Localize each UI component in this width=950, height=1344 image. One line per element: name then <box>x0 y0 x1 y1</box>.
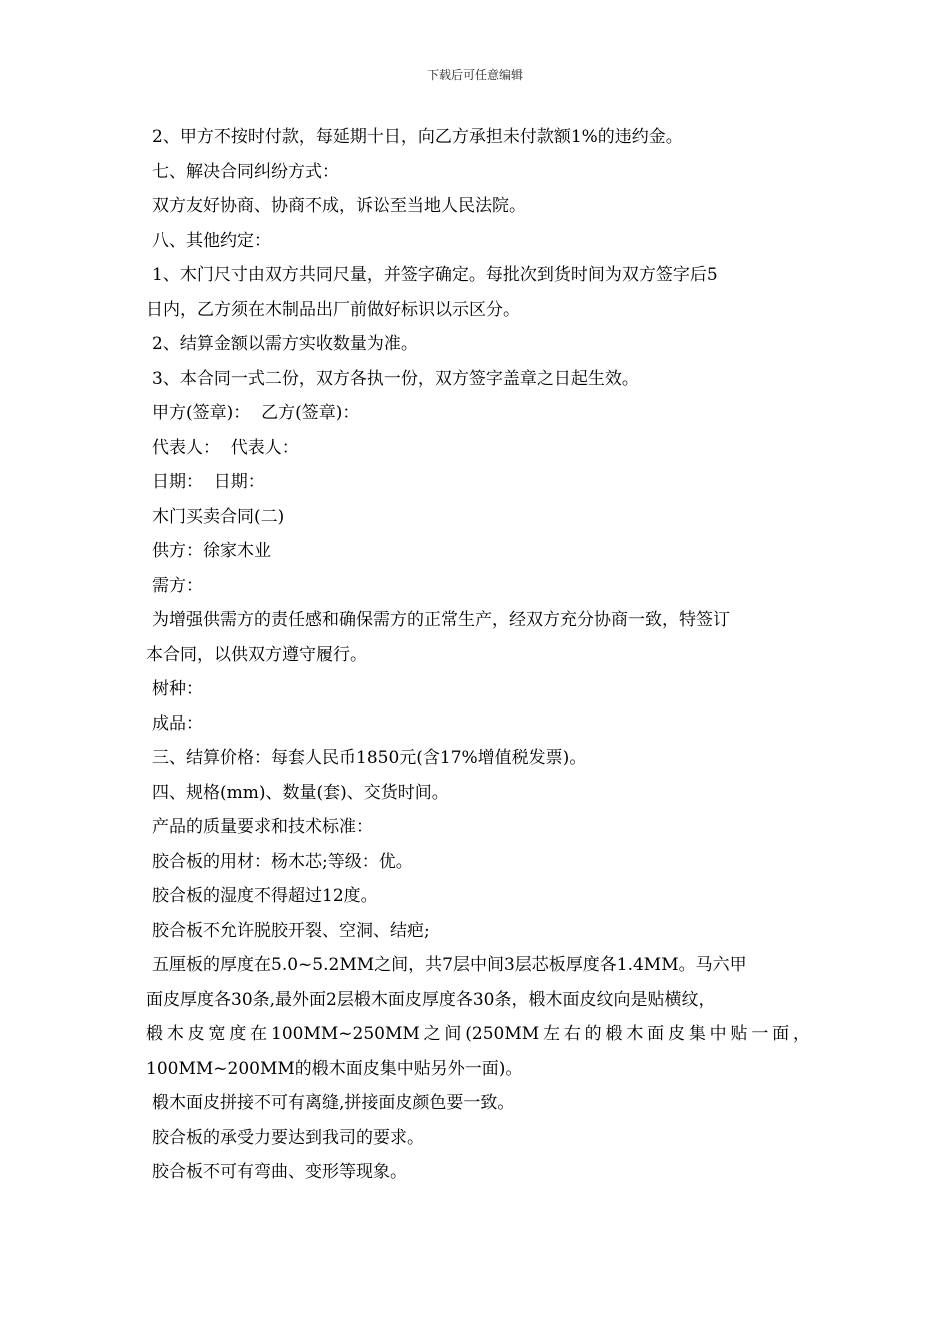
paragraph-line: 本合同，以供双方遵守履行。 <box>146 644 367 665</box>
contract-title: 木门买卖合同(二) <box>152 506 285 527</box>
paragraph-line: 1、木门尺寸由双方共同尺量，并签字确定。每批次到货时间为双方签字后5 <box>152 265 718 285</box>
price-line: 三、结算价格：每套人民币1850元(含17%增值税发票)。 <box>152 748 587 768</box>
paragraph-line: 胶合板的用材：杨木芯;等级：优。 <box>152 851 413 872</box>
date-line: 日期： 日期： <box>152 472 265 492</box>
supplier-line: 供方：徐家木业 <box>152 541 271 561</box>
representative-line: 代表人： 代表人： <box>152 437 299 458</box>
signature-line: 甲方(签章)： 乙方(签章)： <box>152 403 360 423</box>
section-heading: 七、解决合同纠纷方式： <box>152 161 339 182</box>
paragraph-line: 2、结算金额以需方实收数量为准。 <box>152 334 418 354</box>
product-line: 成品： <box>152 713 203 734</box>
paragraph-line: 日内，乙方须在木制品出厂前做好标识以示区分。 <box>146 299 520 320</box>
paragraph-line: 椴木皮宽度在100MM~250MM之间(250MM左右的椴木面皮集中贴一面， <box>146 1024 810 1044</box>
section-heading: 八、其他约定： <box>152 230 271 251</box>
paragraph-line: 椴木面皮拼接不可有离缝,拼接面皮颜色要一致。 <box>152 1093 515 1113</box>
wood-species-line: 树种： <box>152 679 203 699</box>
paragraph-line: 100MM~200MM的椴木面皮集中贴另外一面)。 <box>146 1058 523 1079</box>
paragraph-line: 胶合板不可有弯曲、变形等现象。 <box>152 1162 407 1182</box>
buyer-line: 需方： <box>152 575 203 596</box>
header-note: 下载后可任意编辑 <box>426 68 523 82</box>
paragraph-line: 双方友好协商、协商不成，诉讼至当地人民法院。 <box>152 196 526 216</box>
document-body <box>146 120 810 1190</box>
paragraph-line: 胶合板的承受力要达到我司的要求。 <box>152 1127 424 1148</box>
paragraph-line: 2、甲方不按时付款，每延期十日，向乙方承担未付款额1%的违约金。 <box>152 127 683 147</box>
section-heading: 产品的质量要求和技术标准： <box>152 817 373 837</box>
paragraph-line: 面皮厚度各30条,最外面2层椴木面皮厚度各30条，椴木面皮纹向是贴横纹， <box>146 989 716 1010</box>
paragraph-line: 胶合板的湿度不得超过12度。 <box>152 886 378 906</box>
paragraph-line: 为增强供需方的责任感和确保需方的正常生产，经双方充分协商一致，特签订 <box>152 610 730 630</box>
paragraph-line: 胶合板不允许脱胶开裂、空洞、结疤; <box>152 920 430 941</box>
spec-line: 四、规格(mm)、数量(套)、交货时间。 <box>152 782 449 803</box>
paragraph-line: 3、本合同一式二份，双方各执一份，双方签字盖章之日起生效。 <box>152 368 639 389</box>
paragraph-line: 五厘板的厚度在5.0~5.2MM之间，共7层中间3层芯板厚度各1.4MM。马六甲 <box>152 955 747 975</box>
